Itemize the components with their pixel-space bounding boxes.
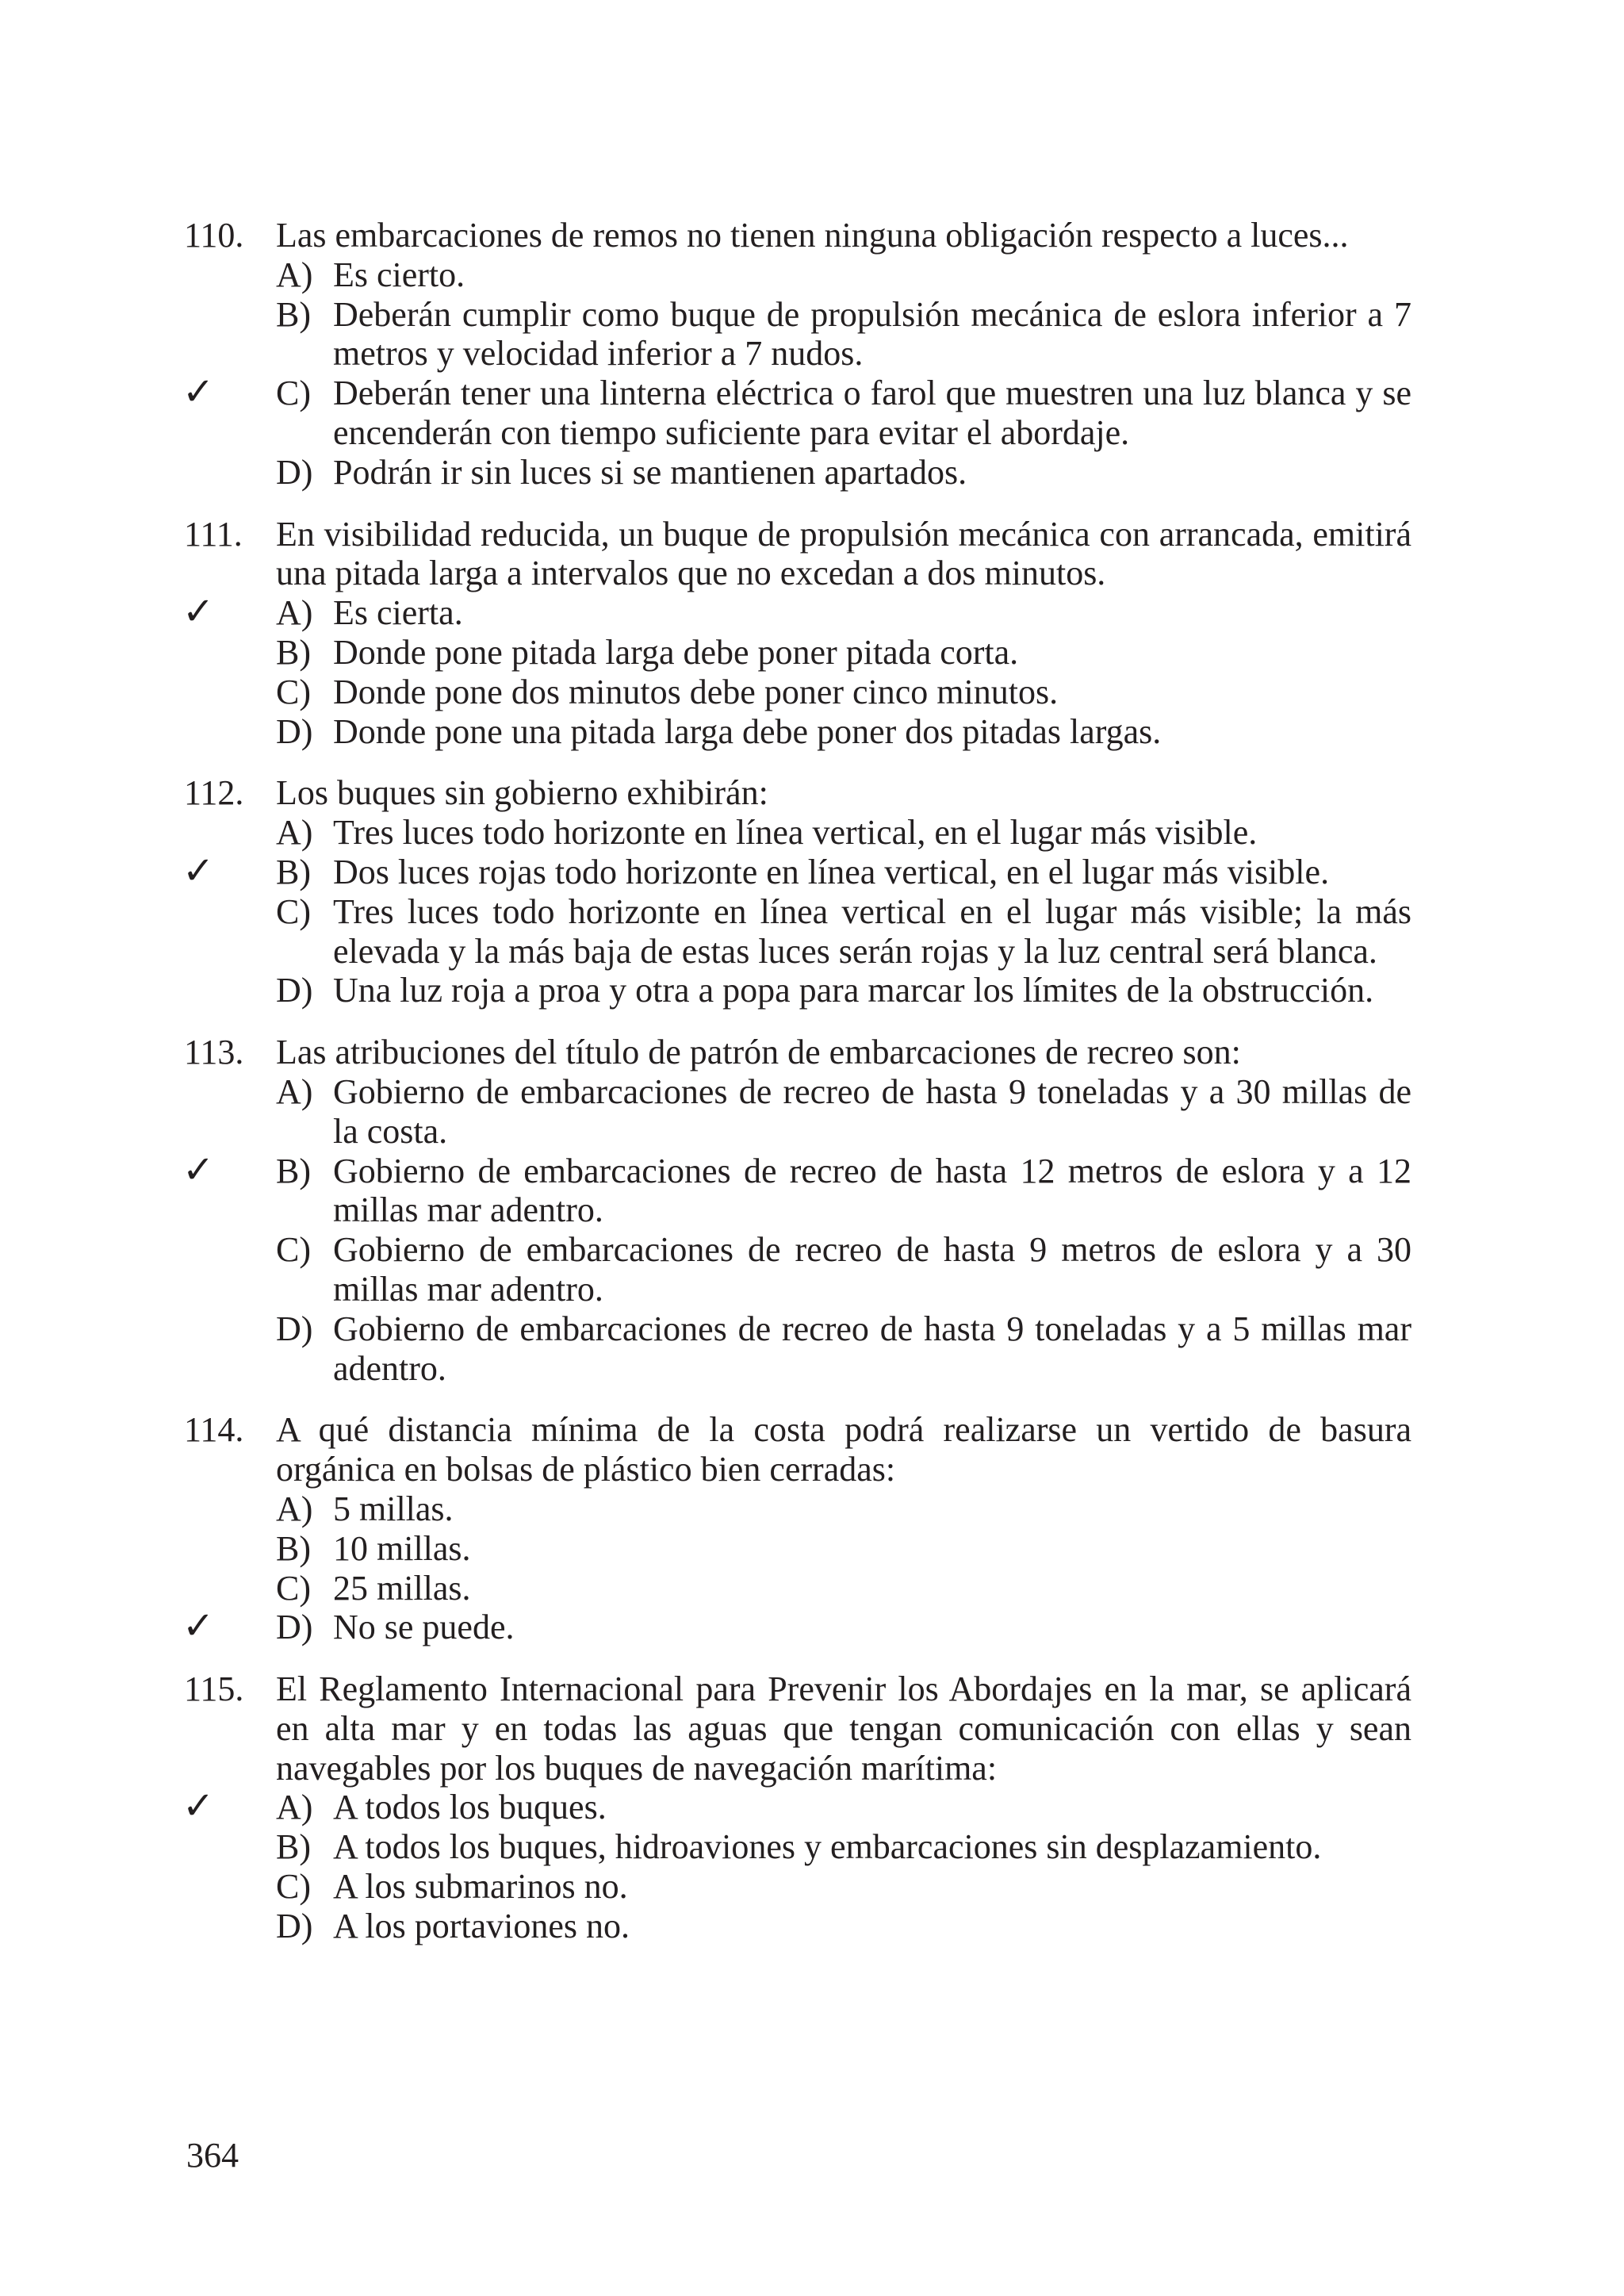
- answer-option: [182, 370, 1411, 453]
- question-item: [184, 1410, 1411, 1647]
- option-text: Tres luces todo horizonte en línea vertical, en el lugar más visible.: [333, 813, 1258, 853]
- question-text: Los buques sin gobierno exhibirán:: [276, 773, 768, 813]
- option-letter: B): [276, 294, 311, 334]
- question-stem: [184, 216, 1411, 255]
- option-text: A todos los buques.: [333, 1788, 607, 1827]
- question-item: [184, 1669, 1411, 1946]
- option-text: Gobierno de embarcaciones de recreo de hasta 9 metros de eslora y a 30 millas mar adentro.: [333, 1230, 1411, 1309]
- answer-option: [184, 255, 1411, 295]
- answer-option: [184, 633, 1411, 673]
- option-text: Gobierno de embarcaciones de recreo de hasta 9 toneladas y a 30 millas de la costa.: [333, 1071, 1411, 1151]
- option-text: Es cierto.: [333, 255, 465, 294]
- answer-option: [184, 1489, 1411, 1529]
- option-letter: B): [276, 632, 311, 672]
- answer-option: [184, 971, 1411, 1010]
- question-item: [184, 773, 1411, 1010]
- answer-option: [182, 1784, 1411, 1829]
- option-letter: A): [276, 593, 313, 633]
- option-text: Tres luces todo horizonte en línea vertical en el lugar más visible; la más elevada y la más baja de estas luces serán rojas y la luz central será blanca.: [333, 891, 1411, 971]
- question-stem: [184, 1669, 1411, 1788]
- option-text: Donde pone pitada larga debe poner pitada corta.: [333, 632, 1019, 672]
- question-stem: [184, 773, 1411, 813]
- question-item: [184, 1033, 1411, 1388]
- checkmark-icon: ✓: [182, 370, 215, 415]
- checkmark-icon: ✓: [182, 1604, 215, 1649]
- option-letter: A): [276, 813, 313, 853]
- answer-option: [184, 1907, 1411, 1946]
- option-letter: D): [276, 1906, 313, 1945]
- question-stem: [184, 515, 1411, 594]
- option-letter: A): [276, 1071, 313, 1111]
- question-text: El Reglamento Internacional para Prevenir los Abordajes en la mar, se aplicará en alta mar y en todas las aguas que tengan comunicación con ellas y sean navegables por los buques de navegación marítima:: [276, 1669, 1411, 1788]
- option-text: Deberán cumplir como buque de propulsión mecánica de eslora inferior a 7 metros y velocidad inferior a 7 nudos.: [333, 294, 1411, 374]
- question-text: A qué distancia mínima de la costa podrá realizarse un vertido de basura orgánica en bolsas de plástico bien cerradas:: [276, 1410, 1411, 1489]
- question-stem: [184, 1410, 1411, 1489]
- question-number: 111.: [184, 514, 243, 554]
- option-text: 10 millas.: [333, 1528, 471, 1568]
- option-letter: B): [276, 1528, 311, 1568]
- option-text: Dos luces rojas todo horizonte en línea vertical, en el lugar más visible.: [333, 852, 1330, 891]
- option-letter: A): [276, 255, 313, 294]
- option-text: Podrán ir sin luces si se mantienen apartados.: [333, 452, 967, 492]
- answer-option: [182, 589, 1411, 634]
- checkmark-icon: ✓: [182, 1784, 215, 1829]
- option-text: Gobierno de embarcaciones de recreo de hasta 9 toneladas y a 5 millas mar adentro.: [333, 1309, 1411, 1388]
- answer-option: [184, 712, 1411, 752]
- question-item: [184, 515, 1411, 752]
- option-text: Una luz roja a proa y otra a popa para marcar los límites de la obstrucción.: [333, 971, 1374, 1010]
- option-letter: B): [276, 1827, 311, 1867]
- option-letter: D): [276, 711, 313, 751]
- option-text: Donde pone una pitada larga debe poner dos pitadas largas.: [333, 711, 1162, 751]
- option-text: Donde pone dos minutos debe poner cinco minutos.: [333, 672, 1059, 711]
- option-text: 25 millas.: [333, 1568, 471, 1608]
- answer-option: [184, 1072, 1411, 1152]
- question-item: [184, 216, 1411, 493]
- answer-option: [184, 453, 1411, 493]
- question-text: Las atribuciones del título de patrón de embarcaciones de recreo son:: [276, 1033, 1241, 1072]
- option-text: Gobierno de embarcaciones de recreo de hasta 12 metros de eslora y a 12 millas mar adentro.: [333, 1151, 1411, 1230]
- question-list: [184, 216, 1411, 1968]
- option-letter: B): [276, 1151, 311, 1190]
- checkmark-icon: ✓: [182, 1147, 215, 1192]
- answer-option: [184, 813, 1411, 853]
- question-number: 115.: [184, 1669, 244, 1709]
- answer-option: [182, 1604, 1411, 1649]
- checkmark-icon: ✓: [182, 848, 215, 893]
- question-stem: [184, 1033, 1411, 1072]
- option-letter: C): [276, 374, 311, 413]
- option-text: A los submarinos no.: [333, 1867, 628, 1907]
- answer-option: [184, 1827, 1411, 1867]
- question-number: 112.: [184, 773, 244, 813]
- option-letter: D): [276, 1309, 313, 1348]
- answer-option: [182, 1147, 1411, 1231]
- option-letter: C): [276, 891, 311, 931]
- option-letter: D): [276, 971, 313, 1010]
- answer-option: [184, 1529, 1411, 1569]
- option-text: A todos los buques, hidroaviones y embarcaciones sin desplazamiento.: [333, 1827, 1322, 1867]
- answer-option: [184, 892, 1411, 972]
- question-number: 110.: [184, 216, 244, 255]
- question-text: En visibilidad reducida, un buque de propulsión mecánica con arrancada, emitirá una pitada larga a intervalos que no excedan a dos minutos.: [276, 514, 1411, 593]
- option-letter: B): [276, 852, 311, 891]
- question-text: Las embarcaciones de remos no tienen ninguna obligación respecto a luces...: [276, 216, 1349, 255]
- option-text: 5 millas.: [333, 1489, 454, 1528]
- checkmark-icon: ✓: [182, 589, 215, 634]
- option-letter: C): [276, 1867, 311, 1907]
- option-text: Deberán tener una linterna eléctrica o farol que muestren una luz blanca y se encenderán con tiempo suficiente para evitar el abordaje.: [333, 374, 1411, 452]
- option-letter: A): [276, 1489, 313, 1528]
- option-letter: C): [276, 1568, 311, 1608]
- option-letter: D): [276, 452, 313, 492]
- option-text: A los portaviones no.: [333, 1906, 630, 1945]
- answer-option: [184, 1230, 1411, 1309]
- option-letter: D): [276, 1608, 313, 1647]
- question-number: 114.: [184, 1410, 244, 1450]
- answer-option: [184, 295, 1411, 374]
- option-letter: A): [276, 1788, 313, 1827]
- answer-option: [184, 1867, 1411, 1907]
- answer-option: [184, 1569, 1411, 1608]
- option-text: Es cierta.: [333, 593, 463, 633]
- option-text: No se puede.: [333, 1608, 515, 1647]
- page-number: 364: [186, 2136, 239, 2175]
- question-number: 113.: [184, 1033, 244, 1072]
- answer-option: [184, 673, 1411, 712]
- option-letter: C): [276, 1230, 311, 1270]
- answer-option: [184, 1309, 1411, 1389]
- option-letter: C): [276, 672, 311, 711]
- answer-option: [182, 848, 1411, 893]
